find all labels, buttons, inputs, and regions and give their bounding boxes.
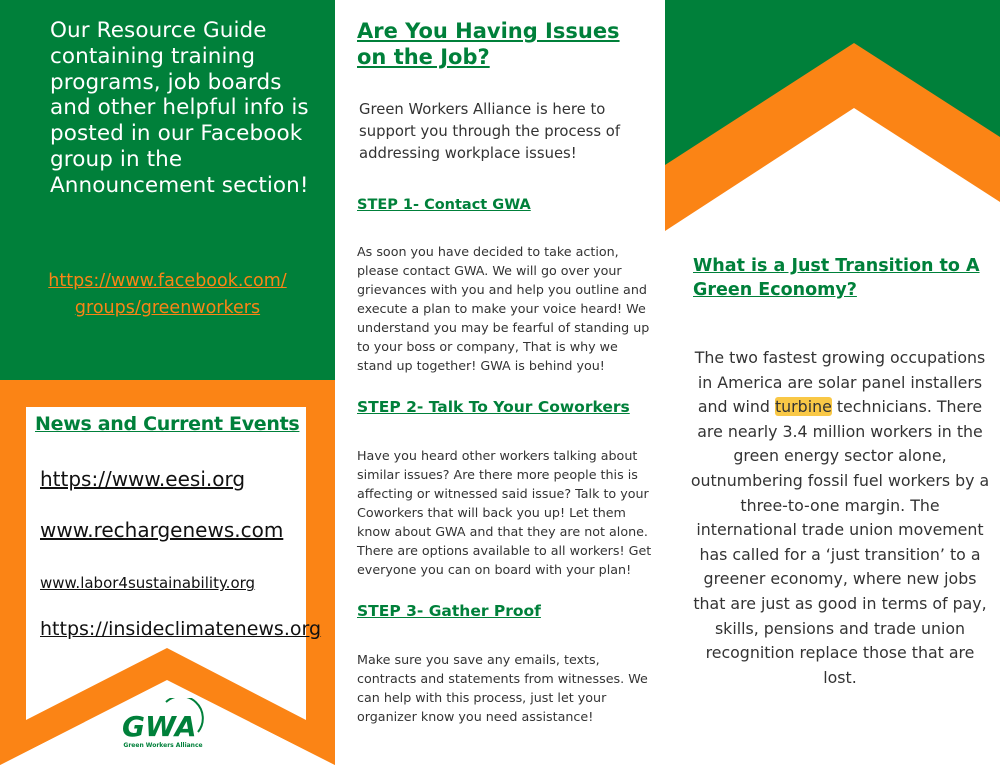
left-panel xyxy=(0,0,335,772)
logo-subtitle: Green Workers Alliance xyxy=(123,742,203,749)
news-link-insideclimatenews[interactable]: https://insideclimatenews.org xyxy=(40,618,322,640)
body-text-end: technicians. There are nearly 3.4 million workers in the green energy sector alone, outnumbering fossil fuel workers by a three-to-one margin. The international trade union movement has called for a ‘just transition’ to a greener economy, where new jobs that are just as good in terms of pay, skills, pensions and trade union recognition replace those that are lost. xyxy=(690,397,990,687)
step-1-body: As soon you have decided to take action, please contact GWA. We will go over your grievances with you and help you outline and execute a plan to make your voice heard! We understand you may be fearful of standing up to your boss or company, That is why we stand up together! GWA is behind you! xyxy=(357,244,650,373)
step-2-heading: STEP 2- Talk To Your Coworkers xyxy=(357,398,630,416)
news-heading: News and Current Events xyxy=(35,413,300,435)
step-2-body: Have you heard other workers talking about similar issues? Are there more people this is affecting or witnessed said issue? Talk to your Coworkers that will back you up! Let them know about GWA and that they are not alone. There are options available to all workers! Get everyone you can on board with your plan! xyxy=(357,448,652,577)
svg-text:GWA: GWA xyxy=(122,710,197,742)
chevron-banner-icon xyxy=(665,0,1000,240)
step-1-heading: STEP 1- Contact GWA xyxy=(357,197,531,213)
right-panel xyxy=(665,0,1000,772)
body-text-start: The two fastest growing occupations in America are solar panel installers and wind xyxy=(694,348,986,417)
issues-intro: Green Workers Alliance is here to support you through the process of addressing workplace issues! xyxy=(359,101,621,162)
facebook-group-link[interactable]: https://www.facebook.com/ groups/greenworkers xyxy=(48,271,287,318)
news-link-eesi[interactable]: https://www.eesi.org xyxy=(40,467,246,491)
issues-heading: Are You Having Issues on the Job? xyxy=(357,19,620,69)
just-transition-heading: What is a Just Transition to A Green Economy? xyxy=(693,256,980,300)
step-3-heading: STEP 3- Gather Proof xyxy=(357,602,541,620)
step-3-body: Make sure you save any emails, texts, contracts and statements from witnesses. We can help with this process, just let your organizer know you need assistance! xyxy=(357,652,648,724)
news-link-rechargenews[interactable]: www.rechargenews.com xyxy=(40,518,284,542)
just-transition-body xyxy=(690,346,990,690)
gwa-logo xyxy=(118,698,208,754)
news-link-labor4sustainability[interactable]: www.labor4sustainability.org xyxy=(40,574,256,592)
middle-panel xyxy=(335,0,665,772)
gwa-logo-icon xyxy=(118,698,208,742)
highlighted-word: turbine xyxy=(774,397,832,417)
resource-guide-text: Our Resource Guide containing training programs, job boards and other helpful info is posted in our Facebook group in the Announcement section! xyxy=(50,18,309,198)
